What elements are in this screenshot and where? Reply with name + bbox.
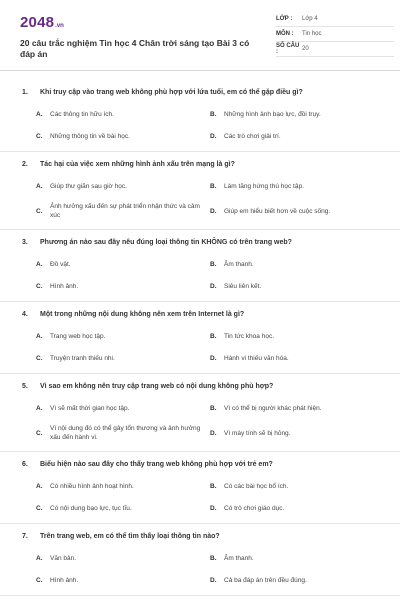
question-block: [0, 302, 400, 374]
question-block: [0, 452, 400, 524]
question-number: 7.: [22, 533, 28, 540]
option-letter: D.: [210, 282, 217, 290]
answer-option[interactable]: [210, 182, 384, 191]
option-text: Những hình ảnh bạo lực, đồi trụy.: [224, 110, 321, 118]
option-letter: C.: [36, 282, 43, 290]
option-letter: D.: [210, 504, 217, 512]
option-text: Truyện tranh thiếu nhi.: [50, 354, 115, 362]
info-value-count: 20: [302, 46, 309, 52]
option-letter: A.: [36, 554, 43, 562]
answer-row: [36, 275, 388, 297]
question-block: [0, 152, 400, 230]
answer-option[interactable]: [210, 132, 384, 141]
option-letter: D.: [210, 354, 217, 362]
header-divider: [0, 70, 400, 71]
answer-option[interactable]: [36, 332, 210, 341]
answer-option[interactable]: [36, 482, 210, 491]
answer-option[interactable]: [36, 354, 210, 363]
option-letter: B.: [210, 110, 217, 118]
answer-options: [0, 473, 400, 523]
option-text: Có nội dung bạo lực, tục tĩu.: [50, 504, 132, 512]
answer-option[interactable]: [210, 576, 384, 585]
question-number: 1.: [22, 89, 28, 96]
option-text: Có nhiều hình ảnh hoạt hình.: [50, 482, 134, 490]
answer-option[interactable]: [210, 429, 384, 438]
option-letter: C.: [36, 132, 43, 140]
answer-option[interactable]: [210, 260, 384, 269]
answer-option[interactable]: [210, 504, 384, 513]
answer-row: [36, 497, 388, 519]
answer-option[interactable]: [36, 110, 210, 119]
answer-option[interactable]: [210, 332, 384, 341]
option-letter: D.: [210, 207, 217, 215]
question-header: [0, 230, 400, 251]
answer-option[interactable]: [210, 554, 384, 563]
option-text: Vì nội dung đó có thể gây tổn thương và ảnh hưởng xấu đến hành vi.: [50, 425, 201, 441]
answer-row: [36, 253, 388, 275]
question-text: Một trong những nội dung không nên xem trên Internet là gì?: [40, 311, 245, 318]
option-letter: C.: [36, 429, 43, 437]
option-letter: A.: [36, 482, 43, 490]
question-header: [0, 524, 400, 545]
answer-options: [0, 395, 400, 451]
question-block: [0, 80, 400, 152]
question-number: 2.: [22, 161, 28, 168]
question-number: 6.: [22, 461, 28, 468]
answer-options: [0, 323, 400, 373]
option-text: Âm thanh.: [224, 554, 254, 562]
question-header: [0, 152, 400, 173]
option-letter: B.: [210, 260, 217, 268]
option-text: Siêu liên kết.: [224, 282, 262, 290]
question-number: 3.: [22, 239, 28, 246]
option-letter: B.: [210, 404, 217, 412]
answer-option[interactable]: [36, 282, 210, 291]
answer-option[interactable]: [210, 110, 384, 119]
answer-row: [36, 397, 388, 419]
question-header: [0, 452, 400, 473]
site-logo[interactable]: [20, 14, 64, 32]
info-row-count: [276, 42, 394, 57]
option-text: Giúp em hiểu biết hơn về cuộc sống.: [224, 207, 331, 215]
question-text: Trên trang web, em có thể tìm thấy loại thông tin nào?: [40, 533, 220, 540]
option-letter: B.: [210, 332, 217, 340]
answer-option[interactable]: [210, 404, 384, 413]
option-letter: A.: [36, 404, 43, 412]
option-text: Hình ảnh.: [50, 576, 79, 584]
answer-option[interactable]: [210, 282, 384, 291]
answer-row: [36, 175, 388, 197]
question-number: 5.: [22, 383, 28, 390]
answer-row: [36, 103, 388, 125]
info-row-grade: [276, 12, 394, 27]
answer-option[interactable]: [36, 424, 210, 442]
question-list: [0, 80, 400, 596]
question-text: Biểu hiện nào sau đây cho thấy trang web không phù hợp với trẻ em?: [40, 461, 273, 468]
answer-options: [0, 545, 400, 595]
answer-option[interactable]: [36, 182, 210, 191]
answer-row: [36, 125, 388, 147]
answer-option[interactable]: [210, 354, 384, 363]
option-text: Các trò chơi giải trí.: [224, 132, 281, 140]
option-text: Vì sẽ mất thời gian học tập.: [50, 404, 130, 412]
option-text: Ảnh hưởng xấu đến sự phát triển nhận thức và cảm xúc: [50, 203, 200, 219]
option-text: Các thông tin hữu ích.: [50, 110, 114, 118]
answer-row: [36, 325, 388, 347]
question-text: Phương án nào sau đây nêu đúng loại thông tin KHÔNG có trên trang web?: [40, 239, 292, 246]
option-text: Làm tăng hứng thú học tập.: [224, 182, 304, 190]
option-letter: C.: [36, 207, 43, 215]
answer-option[interactable]: [36, 554, 210, 563]
page-header: [18, 8, 386, 72]
answer-row: [36, 569, 388, 591]
answer-option[interactable]: [36, 260, 210, 269]
option-text: Có trò chơi giáo dục.: [224, 504, 285, 512]
option-letter: B.: [210, 554, 217, 562]
option-text: Tin tức khoa học.: [224, 332, 274, 340]
answer-options: [0, 173, 400, 229]
logo-main: 2048: [20, 14, 55, 31]
option-letter: B.: [210, 482, 217, 490]
option-text: Giúp thư giãn sau giờ học.: [50, 182, 127, 190]
option-letter: A.: [36, 260, 43, 268]
info-value-subject: Tin học: [302, 31, 322, 37]
question-header: [0, 80, 400, 101]
page-title: 20 câu trắc nghiệm Tin học 4 Chân trời sáng tạo Bài 3 có đáp án: [20, 38, 250, 59]
question-text: Tác hại của việc xem những hình ảnh xấu trên mạng là gì?: [40, 161, 235, 168]
question-text: Vì sao em không nên truy cập trang web có nội dung không phù hợp?: [40, 383, 274, 390]
answer-option[interactable]: [36, 576, 210, 585]
answer-option[interactable]: [210, 482, 384, 491]
answer-row: [36, 419, 388, 447]
answer-option[interactable]: [210, 207, 384, 216]
question-block: [0, 374, 400, 452]
answer-options: [0, 251, 400, 301]
option-text: Cả ba đáp án trên đều đúng.: [224, 576, 307, 584]
option-text: Vì máy tính sẽ bị hỏng.: [224, 429, 291, 437]
answer-option[interactable]: [36, 504, 210, 513]
option-letter: D.: [210, 132, 217, 140]
option-text: Âm thanh.: [224, 260, 254, 268]
question-text: Khi truy cập vào trang web không phù hợp với lứa tuổi, em có thể gặp điều gì?: [40, 89, 303, 96]
answer-row: [36, 347, 388, 369]
answer-row: [36, 475, 388, 497]
answer-row: [36, 547, 388, 569]
option-text: Hành vi thiếu văn hóa.: [224, 354, 289, 362]
option-letter: C.: [36, 576, 43, 584]
info-label-grade: LỚP :: [276, 16, 293, 22]
answer-option[interactable]: [36, 202, 210, 220]
info-label-count: SỐ CÂU :: [276, 43, 300, 55]
answer-row: [36, 197, 388, 225]
option-letter: A.: [36, 332, 43, 340]
question-block: [0, 230, 400, 302]
question-header: [0, 374, 400, 395]
option-text: Hình ảnh.: [50, 282, 79, 290]
info-value-grade: Lớp 4: [302, 16, 318, 22]
quiz-info: [276, 12, 394, 57]
option-letter: C.: [36, 504, 43, 512]
option-text: Vì có thể bị người khác phát hiện.: [224, 404, 322, 412]
question-number: 4.: [22, 311, 28, 318]
option-letter: A.: [36, 182, 43, 190]
option-text: Văn bản.: [50, 554, 77, 562]
option-letter: B.: [210, 182, 217, 190]
option-letter: D.: [210, 576, 217, 584]
info-row-subject: [276, 27, 394, 42]
option-letter: C.: [36, 354, 43, 362]
info-label-subject: MÔN :: [276, 31, 294, 37]
logo-suffix: .vn: [55, 23, 64, 29]
question-header: [0, 302, 400, 323]
question-block: [0, 524, 400, 596]
option-letter: A.: [36, 110, 43, 118]
answer-option[interactable]: [36, 404, 210, 413]
option-text: Những thông tin về bài học.: [50, 132, 130, 140]
option-text: Trang web học tập.: [50, 332, 106, 340]
option-letter: D.: [210, 429, 217, 437]
option-text: Có các bài học bổ ích.: [224, 482, 289, 490]
answer-option[interactable]: [36, 132, 210, 141]
answer-options: [0, 101, 400, 151]
option-text: Đồ vật.: [50, 260, 71, 268]
